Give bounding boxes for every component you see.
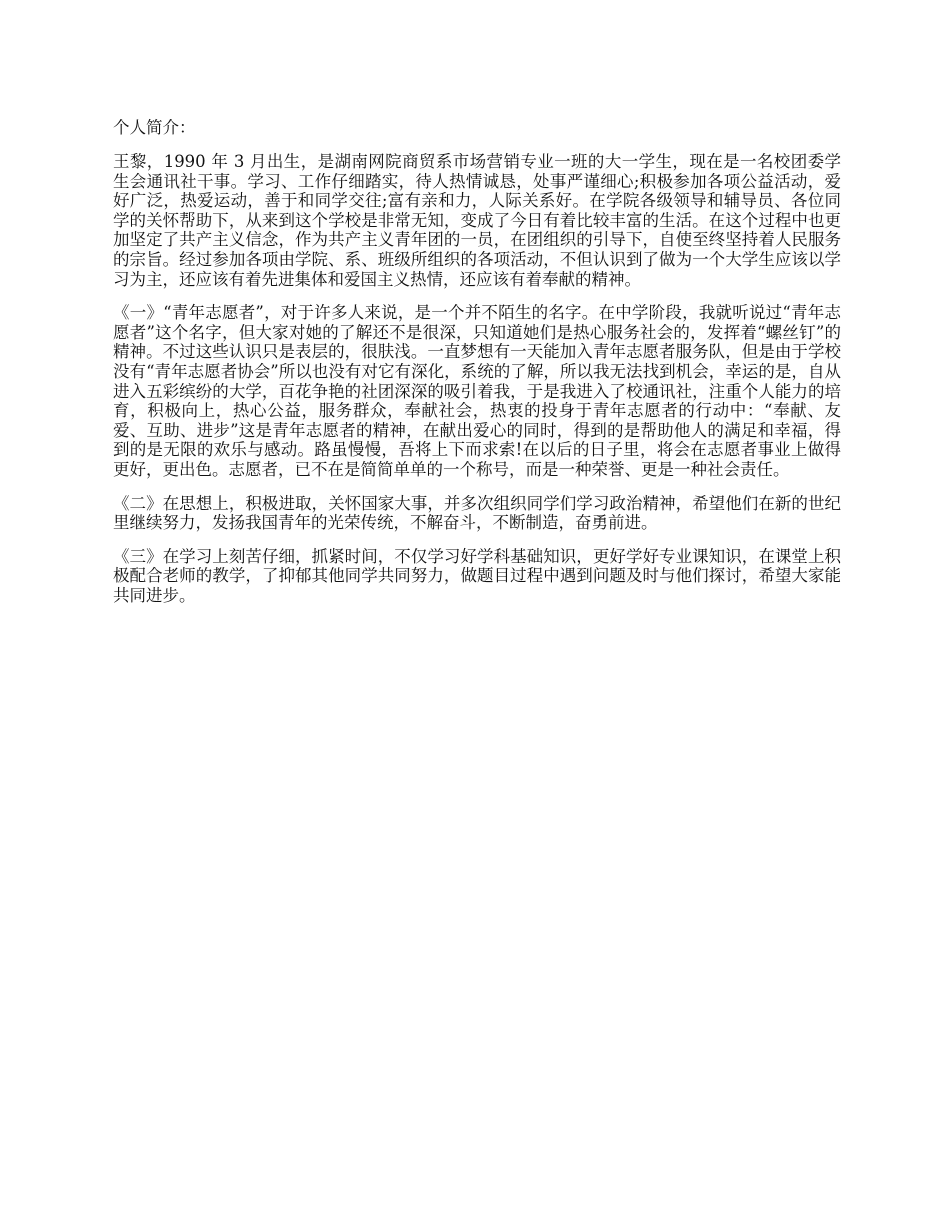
paragraph-ideology: 《二》在思想上，积极进取，关怀国家大事，并多次组织同学们学习政治精神，希望他们在新的世纪里继续努力，发扬我国青年的光荣传统，不解奋斗，不断制造，奋勇前进。 — [113, 493, 841, 533]
document-heading: 个人简介： — [113, 118, 196, 137]
document-page — [113, 118, 841, 619]
paragraph-intro: 王黎，1990 年 3 月出生，是湖南网院商贸系市场营销专业一班的大一学生，现在是一名校团委学生会通讯社干事。学习、工作仔细踏实，待人热情诚恳，处事严谨细心;积极参加各项公益活动，爱好广泛，热爱运动，善于和同学交往;富有亲和力，人际关系好。在学院各级领导和辅导员、各位同学的关怀帮助下，从来到这个学校是非常无知，变成了今日有着比较丰富的生活。在这个过程中也更加坚定了共产主义信念，作为共产主义青年团的一员，在团组织的引导下，自使至终坚持着人民服务的宗旨。经过参加各项由学院、系、班级所组织的各项活动，不但认识到了做为一个大学生应该以学习为主，还应该有着先进集体和爱国主义热情，还应该有着奉献的精神。 — [113, 152, 841, 289]
paragraph-study: 《三》在学习上刻苦仔细，抓紧时间，不仅学习好学科基础知识，更好学好专业课知识，在课堂上积极配合老师的教学，了抑郁其他同学共同努力，做题目过程中遇到问题及时与他们探讨，希望大家能共同进步。 — [113, 546, 841, 605]
paragraph-volunteer: 《一》“青年志愿者”，对于许多人来说，是一个并不陌生的名字。在中学阶段，我就听说过“青年志愿者”这个名字，但大家对她的了解还不是很深，只知道她们是热心服务社会的，发挥着“螺丝钉”的精神。不过这些认识只是表层的，很肤浅。一直梦想有一天能加入青年志愿者服务队，但是由于学校没有“青年志愿者协会”所以也没有对它有深化，系统的了解，所以我无法找到机会，幸运的是，自从进入五彩缤纷的大学，百花争艳的社团深深的吸引着我，于是我进入了校通讯社，注重个人能力的培育，积极向上，热心公益，服务群众，奉献社会，热衷的投身于青年志愿者的行动中：“奉献、友爱、互助、进步”这是青年志愿者的精神，在献出爱心的同时，得到的是帮助他人的满足和幸福，得到的是无限的欢乐与感动。路虽慢慢，吾将上下而求索!在以后的日子里，将会在志愿者事业上做得更好，更出色。志愿者，已不在是简简单单的一个称号，而是一种荣誉、更是一种社会责任。 — [113, 303, 841, 479]
